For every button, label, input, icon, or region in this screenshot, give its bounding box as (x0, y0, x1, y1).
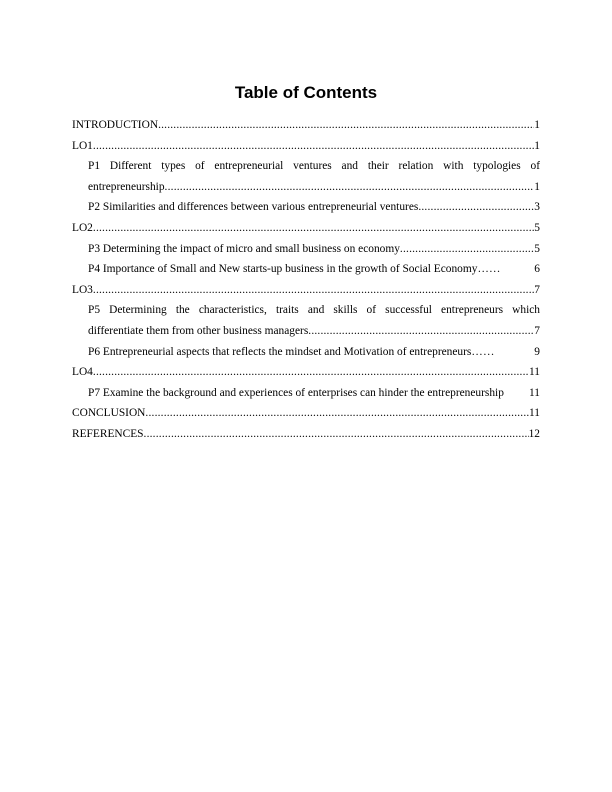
toc-entry-label: P4 Importance of Small and New starts-up business in the growth of Social Economy (88, 263, 478, 276)
toc-page-number: 11 (529, 407, 540, 420)
toc-dot-leader (144, 424, 529, 445)
toc-page-number: 1 (534, 180, 540, 193)
toc-entry-p7[interactable] (72, 383, 540, 404)
toc-dot-leader (308, 321, 534, 342)
toc-dot-leader (165, 177, 535, 198)
toc-entry-label: LO3 (72, 283, 93, 296)
toc-entry-conclusion[interactable] (72, 403, 540, 424)
page-title: Table of Contents (234, 83, 378, 102)
toc-entry-label: P3 Determining the impact of micro and small business on economy (88, 242, 400, 255)
toc-entry-lo4[interactable] (72, 362, 540, 383)
toc-entry-p6[interactable] (72, 342, 540, 363)
toc-entry-lo2[interactable] (72, 218, 540, 239)
toc-dot-leader (93, 136, 534, 157)
toc-dot-leader (145, 403, 529, 424)
toc-page-number: 11 (529, 386, 540, 399)
toc-entry-label-line1: P5 Determining the characteristics, traits and skills of successful entrepreneurs which (88, 304, 540, 317)
toc-entry-introduction[interactable] (72, 115, 540, 136)
toc-dot-leader (93, 362, 529, 383)
toc-entry-p2[interactable] (72, 197, 540, 218)
toc-dot-leader (471, 342, 534, 363)
toc-entry-p3[interactable] (72, 239, 540, 260)
toc-page-number: 1 (534, 139, 540, 152)
toc-entry-label: LO1 (72, 139, 93, 152)
toc-page-number: 7 (534, 283, 540, 296)
toc-entry-label: LO2 (72, 221, 93, 234)
toc-entry-label-line1: P1 Different types of entrepreneurial ventures and their relation with typologies of (88, 160, 540, 173)
toc-dot-leader (93, 218, 534, 239)
toc-dot-leader (418, 197, 534, 218)
toc-entry-label: P6 Entrepreneurial aspects that reflects the mindset and Motivation of entrepreneurs (88, 345, 472, 358)
toc-entry-label-line2: entrepreneurship (88, 180, 165, 193)
toc-entry-label-line2: differentiate them from other business managers (88, 324, 309, 337)
toc-entry-label: P2 Similarities and differences between various entrepreneurial ventures (88, 201, 419, 214)
toc-entry-p5[interactable] (72, 300, 540, 341)
toc-entry-label: CONCLUSION (72, 407, 146, 420)
toc-page-number: 5 (534, 242, 540, 255)
toc-entry-label: P7 Examine the background and experiences of enterprises can hinder the entrepreneurship (88, 386, 504, 399)
toc-dot-leader (93, 280, 534, 301)
toc-entry-p4[interactable] (72, 259, 540, 280)
toc-page-number: 11 (529, 366, 540, 379)
toc-page-number: 12 (528, 427, 540, 440)
toc-entry-label: REFERENCES (72, 427, 144, 440)
toc-page-number: 3 (534, 201, 540, 214)
toc-entry-label: INTRODUCTION (72, 119, 159, 131)
toc-entry-lo3[interactable] (72, 280, 540, 301)
toc-entry-references[interactable] (72, 424, 540, 445)
toc-entry-p1[interactable] (72, 156, 540, 197)
toc-entry-lo1[interactable] (72, 136, 540, 157)
toc-entry-label: LO4 (72, 366, 93, 379)
toc-dot-leader (400, 239, 534, 260)
toc-page-number: 1 (534, 119, 540, 131)
toc-dot-leader (477, 259, 534, 280)
toc-page-number: 5 (534, 221, 540, 234)
toc-dot-leader (158, 115, 534, 136)
table-of-contents (72, 115, 540, 445)
toc-page-number: 7 (534, 324, 540, 337)
toc-page-number: 9 (534, 345, 540, 358)
toc-page-number: 6 (534, 263, 540, 276)
